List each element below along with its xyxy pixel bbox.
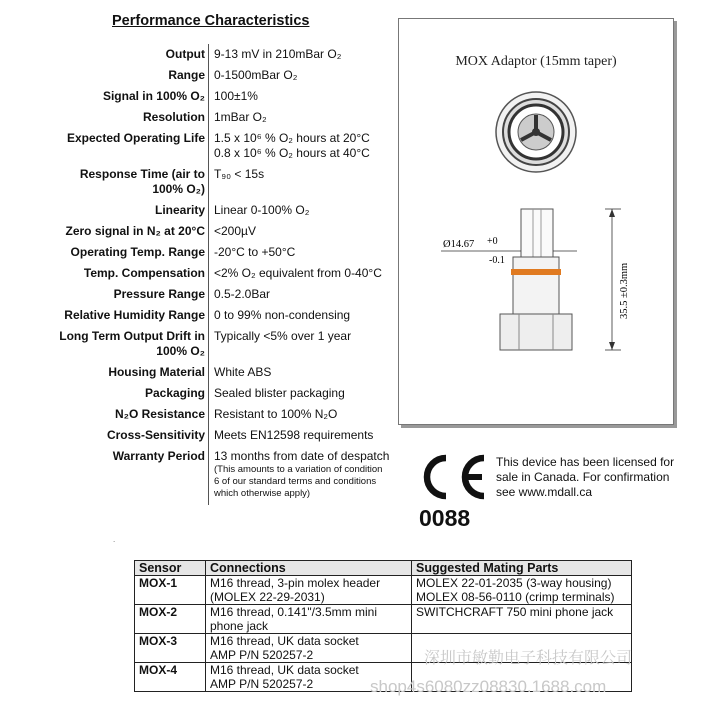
spec-value (214, 428, 373, 443)
spec-value (214, 386, 345, 401)
spec-label-line: Zero signal in N₂ at 20°C (65, 224, 205, 238)
spec-value (214, 449, 389, 500)
sensor-cell: MOX-3 (135, 634, 206, 663)
spec-label-line: Operating Temp. Range (70, 245, 205, 259)
spec-value-line: 0.8 x 10⁶ % O₂ hours at 40°C (214, 146, 370, 160)
col-connections: Connections (206, 561, 412, 576)
spec-label-line: Linearity (154, 203, 205, 217)
sensor-cell: MOX-4 (135, 663, 206, 692)
spec-value-line: Typically <5% over 1 year (214, 329, 352, 343)
spec-label-line: 100% O₂) (152, 182, 205, 196)
spec-value (214, 245, 295, 260)
connections-line: M16 thread, UK data socket (210, 634, 359, 648)
spec-label (25, 386, 205, 401)
tolerance-plus: +0 (487, 236, 498, 247)
spec-label (25, 308, 205, 323)
height-label: 35.5 ±0.3mm (619, 262, 630, 319)
spec-value-line: Sealed blister packaging (214, 386, 345, 400)
spec-value-line: White ABS (214, 365, 272, 379)
adaptor-top-view (496, 92, 576, 172)
connections-line: M16 thread, 0.141"/3.5mm mini (210, 605, 378, 619)
spec-value (214, 329, 351, 344)
tolerance-minus: -0.1 (489, 255, 505, 266)
spec-value-line: -20°C to +50°C (214, 245, 296, 259)
connections-cell (206, 576, 412, 605)
col-sensor: Sensor (135, 561, 206, 576)
spec-label-line: Warranty Period (112, 449, 205, 463)
adaptor-drawing (399, 19, 673, 424)
spec-label-line: Cross-Sensitivity (106, 428, 205, 442)
connections-cell (206, 634, 412, 663)
spec-value (214, 407, 337, 422)
section-title: Performance Characteristics (112, 13, 310, 29)
spec-label (25, 266, 205, 281)
mating-cell (412, 576, 632, 605)
spec-value-line: 9-13 mV in 210mBar O₂ (214, 47, 342, 61)
spec-label-line: N₂O Resistance (114, 407, 205, 421)
connections-cell (206, 605, 412, 634)
canada-license-line: see www.mdall.ca (496, 485, 593, 499)
spec-label (25, 329, 205, 359)
connections-line: phone jack (210, 619, 269, 633)
spec-label-line: 100% O₂ (156, 344, 205, 358)
watermark-url: shop4s6080zz08830.1688.com (370, 677, 607, 696)
spec-label (25, 110, 205, 125)
spec-label (25, 131, 205, 146)
spec-divider (208, 44, 209, 505)
spec-value (214, 89, 258, 104)
spec-label-line: Relative Humidity Range (64, 308, 205, 322)
spec-value (214, 287, 270, 302)
spec-label (25, 224, 205, 239)
adaptor-side-view (500, 209, 572, 350)
spec-value-line: 1.5 x 10⁶ % O₂ hours at 20°C (214, 131, 370, 145)
spec-label (25, 47, 205, 62)
mating-line: MOLEX 22-01-2035 (3-way housing) (416, 576, 612, 590)
spec-value-line: Meets EN12598 requirements (214, 428, 374, 442)
table-header-row (135, 561, 632, 576)
spec-label-line: Temp. Compensation (83, 266, 205, 280)
spec-value-line: <2% O₂ equivalent from 0-40°C (214, 266, 382, 280)
adaptor-panel (398, 18, 674, 425)
spec-label-line: Signal in 100% O₂ (102, 89, 205, 103)
spec-label-line: Resolution (143, 110, 205, 124)
spec-label-line: Housing Material (108, 365, 205, 379)
mating-line: MOLEX 08-56-0110 (crimp terminals) (416, 590, 615, 604)
spec-label-line: Range (168, 68, 205, 82)
spec-value-line: 100±1% (214, 89, 258, 103)
spec-value (214, 266, 382, 281)
spec-value (214, 131, 370, 161)
spec-label-line: Pressure Range (113, 287, 205, 301)
orange-seal-ring (511, 269, 561, 275)
connections-line: (MOLEX 22-29-2031) (210, 590, 325, 604)
spec-value (214, 308, 350, 323)
diameter-label: Ø14.67 (443, 239, 475, 250)
spec-label (25, 428, 205, 443)
spec-value-line: <200µV (214, 224, 256, 238)
sensor-cell: MOX-2 (135, 605, 206, 634)
spec-label-line: Packaging (144, 386, 205, 400)
table-row (135, 605, 632, 634)
spec-label-line: Expected Operating Life (66, 131, 205, 145)
spec-value-line: T₉₀ < 15s (214, 167, 265, 181)
spec-value (214, 68, 297, 83)
canada-license-line: sale in Canada. For confirmation (496, 470, 670, 484)
connections-line: AMP P/N 520257-2 (210, 648, 314, 662)
spec-note-line: which otherwise apply) (214, 488, 311, 499)
spec-value-line: 0.5-2.0Bar (214, 287, 271, 301)
spec-label (25, 449, 205, 464)
spec-value (214, 203, 309, 218)
spec-value (214, 224, 256, 239)
spec-label (25, 68, 205, 83)
spec-value (214, 47, 341, 62)
table-row (135, 576, 632, 605)
spec-value-line: Resistant to 100% N₂O (214, 407, 338, 421)
dot-mark: . (113, 535, 116, 544)
spec-label (25, 245, 205, 260)
spec-value (214, 365, 271, 380)
spec-label-line: Response Time (air to (79, 167, 205, 181)
canada-license-text (496, 455, 686, 500)
connections-table (134, 560, 632, 692)
mating-cell (412, 605, 632, 634)
watermark-company: 深圳市敏勤电子科技有限公司 (424, 650, 633, 667)
connections-line: AMP P/N 520257-2 (210, 677, 314, 691)
connections-line: M16 thread, UK data socket (210, 663, 359, 677)
col-mating-parts: Suggested Mating Parts (412, 561, 632, 576)
spec-label-line: Long Term Output Drift in (59, 329, 205, 343)
mating-line: SWITCHCRAFT 750 mini phone jack (416, 605, 614, 619)
notified-body-number: 0088 (419, 505, 471, 531)
spec-value-line: 1mBar O₂ (214, 110, 267, 124)
sensor-cell: MOX-1 (135, 576, 206, 605)
spec-label (25, 407, 205, 422)
spec-note-line: (This amounts to a variation of condition (214, 464, 383, 475)
mating-line (416, 619, 627, 633)
spec-label (25, 89, 205, 104)
spec-value-line: 0 to 99% non-condensing (214, 308, 351, 322)
spec-value (214, 110, 267, 125)
spec-value (214, 167, 264, 182)
ce-mark-icon (416, 452, 490, 502)
spec-label (25, 203, 205, 218)
adaptor-title: MOX Adaptor (15mm taper) (455, 54, 617, 69)
spec-value-line: Linear 0-100% O₂ (214, 203, 310, 217)
canada-license-line: This device has been licensed for (496, 455, 675, 469)
spec-value-line: 13 months from date of despatch (214, 449, 390, 463)
spec-value-line: 0-1500mBar O₂ (214, 68, 298, 82)
spec-label (25, 287, 205, 302)
spec-label (25, 167, 205, 197)
connections-line: M16 thread, 3-pin molex header (210, 576, 381, 590)
spec-label (25, 365, 205, 380)
spec-note-line: 6 of our standard terms and conditions (214, 476, 377, 487)
spec-label-line: Output (165, 47, 205, 61)
